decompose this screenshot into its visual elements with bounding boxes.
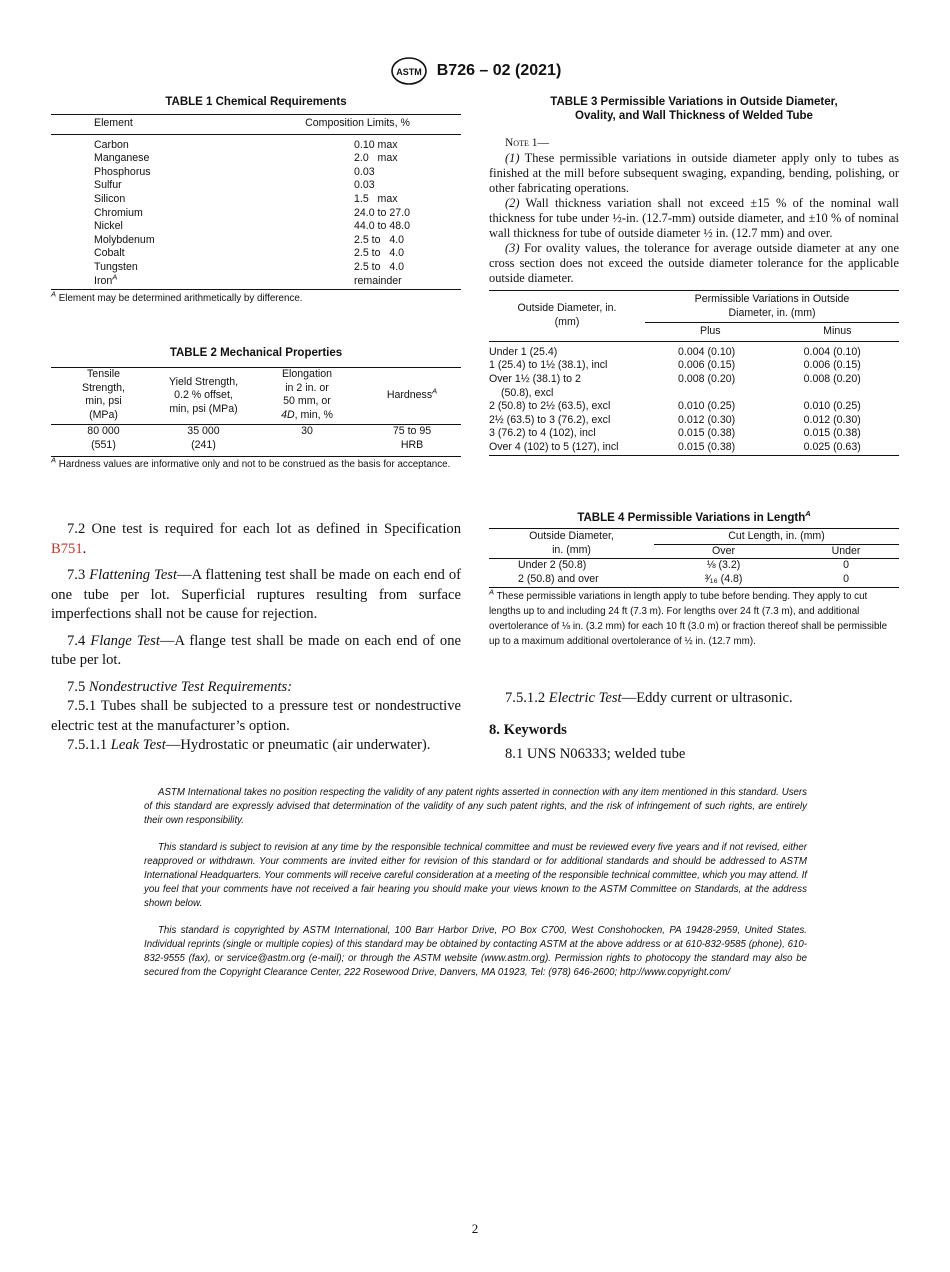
- composition-limit: 0.03: [354, 165, 375, 178]
- table-2-footnote: $^A$ Hardness values are informative only and not to be construed as the basis for acceptance.: [51, 455, 451, 470]
- table-4: [489, 511, 899, 649]
- minus-variation: 0.025 (0.63): [803, 440, 861, 453]
- section-7-5-1: 7.5.1 Tubes shall be subjected to a pressure test or nondestructive electric test at the manufacturer’s option.: [51, 698, 461, 734]
- plus-variation: 0.015 (0.38): [678, 427, 736, 440]
- minus-variation: 0.015 (0.38): [803, 427, 861, 440]
- tensile-value: 80 000 (551): [87, 425, 120, 451]
- hardness-value: 75 to 95 HRB: [392, 425, 432, 451]
- outside-diameter: 2 (50.8) to 2½ (63.5), excl: [489, 400, 611, 413]
- table-row: [51, 247, 461, 261]
- composition-limit: 2.0 max: [354, 152, 398, 165]
- table-row: [489, 414, 899, 428]
- table-row: [489, 373, 899, 400]
- outside-diameter: 2½ (63.5) to 3 (76.2), excl: [489, 413, 611, 426]
- table-1-caption: TABLE 1 Chemical Requirements: [165, 96, 347, 108]
- right-body-text: [489, 689, 899, 765]
- table-row: [51, 207, 461, 221]
- element-name: Carbon: [94, 138, 129, 151]
- table-row: [51, 134, 461, 152]
- section-7-5: 7.5 Nondestructive Test Requirements:: [67, 678, 293, 695]
- table-row: [51, 179, 461, 193]
- table-1-grid: [51, 114, 461, 290]
- element-name: Manganese: [94, 152, 150, 165]
- table-2-header-tensile: Tensile Strength, min, psi (MPa): [82, 368, 125, 421]
- table-row: [489, 441, 899, 455]
- table-row: [51, 425, 461, 456]
- table-4-header-cut: Cut Length, in. (mm): [654, 529, 899, 545]
- table-2-header-yield: Yield Strength, 0.2 % offset, min, psi (MPa): [168, 375, 239, 415]
- element-name: Silicon: [94, 192, 126, 205]
- outside-diameter: Over 1½ (38.1) to 2 (50.8), excl: [489, 372, 581, 399]
- composition-limit: 24.0 to 27.0: [354, 206, 410, 219]
- table-1: [51, 95, 461, 306]
- table-1-header-limits: Composition Limits, %: [305, 117, 410, 129]
- keywords-heading: 8. Keywords: [489, 721, 567, 738]
- section-7-2: 7.2 One test is required for each lot as defined in Specification B751.: [51, 521, 461, 557]
- minus-variation: 0.004 (0.10): [803, 345, 861, 358]
- element-name: Cobalt: [94, 247, 125, 260]
- yield-value: 35 000 (241): [187, 425, 220, 451]
- element-name: Nickel: [94, 220, 123, 233]
- minus-variation: 0.008 (0.20): [803, 372, 861, 385]
- under-tolerance: 0: [843, 572, 849, 585]
- outside-diameter: Over 4 (102) to 5 (127), incl: [489, 440, 619, 453]
- composition-limit: 2.5 to 4.0: [354, 233, 405, 246]
- left-body-text: [51, 520, 461, 756]
- table-row: [51, 234, 461, 248]
- plus-variation: 0.015 (0.38): [678, 440, 736, 453]
- elongation-value: 30: [301, 425, 313, 438]
- table-row: [489, 400, 899, 414]
- composition-limit: 2.5 to 4.0: [354, 260, 405, 273]
- plus-variation: 0.008 (0.20): [678, 372, 736, 385]
- table-3: [489, 95, 899, 456]
- table-row: [51, 152, 461, 166]
- page-number: 2: [471, 1221, 479, 1236]
- table-4-caption: TABLE 4 Permissible Variations in Length$^A$: [577, 509, 811, 524]
- section-7-5-1-1: 7.5.1.1 Leak Test—Hydrostatic or pneumatic (air underwater).: [67, 737, 431, 753]
- table-row: [51, 275, 461, 290]
- section-7-5-1-2: 7.5.1.2 Electric Test—Eddy current or ultrasonic.: [505, 690, 793, 706]
- table-2-header-hardness: Hardness$^A$: [386, 386, 438, 402]
- table-3-grid: [489, 290, 899, 456]
- b751-link[interactable]: B751: [51, 540, 83, 557]
- section-7-3: 7.3 Flattening Test—A flattening test shall be made on each end of one tube per lot. Superficial ruptures resulting from surface imperfections shall not be cause for rejection.: [51, 567, 461, 622]
- table-row: [489, 559, 899, 573]
- element-name: Iron$^A$: [94, 272, 118, 287]
- table-1-footnote: $^A$ Element may be determined arithmetically by difference.: [51, 289, 303, 305]
- table-3-header-plus: Plus: [700, 325, 721, 338]
- keywords-text: 8.1 UNS N06333; welded tube: [505, 746, 686, 762]
- composition-limit: 0.03: [354, 179, 375, 192]
- note-3: (3) For ovality values, the tolerance for average outside diameter at any one cross section does not exceed the outside diameter tolerance for the applicable outside diameter.: [489, 241, 899, 285]
- table-3-notes: [489, 136, 899, 286]
- table-1-body: [51, 134, 461, 290]
- page-header: [0, 56, 950, 86]
- composition-limit: 0.10 max: [354, 138, 398, 151]
- element-name: Sulfur: [94, 179, 122, 192]
- table-3-caption: TABLE 3 Permissible Variations in Outside Diameter, Ovality, and Wall Thickness of Welded Tube: [550, 96, 838, 122]
- table-4-header-od: Outside Diameter, in. (mm): [489, 529, 654, 559]
- over-tolerance: ³⁄₁₆ (4.8): [704, 572, 743, 585]
- composition-limit: remainder: [354, 274, 402, 287]
- section-7-4: 7.4 Flange Test—A flange test shall be made on each end of one tube per lot.: [51, 632, 462, 668]
- table-row: [51, 193, 461, 207]
- over-tolerance: ⅛ (3.2): [706, 559, 741, 572]
- note-label: Note 1—: [505, 137, 549, 149]
- plus-variation: 0.010 (0.25): [678, 400, 736, 413]
- legal-revision: This standard is subject to revision at any time by the responsible technical committee and must be reviewed every five years and if not revised, either reapproved or withdrawn. Your comments are invited either for revision of this standard or for additional standards and should be addressed to ASTM International Headquarters. Your comments will receive careful consideration at a meeting of the responsible technical committee, which you may attend. If you feel that your comments have not received a fair hearing you should make your views known to the ASTM Committee on Standards, at the address shown below.: [144, 842, 807, 909]
- element-name: Tungsten: [94, 260, 138, 273]
- legal-notice: [144, 786, 807, 980]
- under-tolerance: 0: [843, 559, 849, 572]
- plus-variation: 0.012 (0.30): [678, 413, 736, 426]
- svg-text:ASTM: ASTM: [395, 67, 422, 77]
- minus-variation: 0.012 (0.30): [803, 413, 861, 426]
- note-2: (2) Wall thickness variation shall not exceed ±15 % of the nominal wall thickness for tube under ½-in. (12.7-mm) outside diameter, and ±10 % of nominal wall thickness for tube of outside diameter ½ in. (12.7 mm) and over.: [489, 196, 899, 240]
- table-4-header-over: Over: [712, 544, 735, 557]
- table-row: [489, 427, 899, 441]
- table-4-grid: [489, 528, 899, 588]
- legal-patent: ASTM International takes no position respecting the validity of any patent rights asserted in connection with any item mentioned in this standard. Users of this standard are expressly advised that determination of the validity of any such patent rights, and the risk of infringement of such rights, are entirely their own responsibility.: [144, 787, 807, 826]
- table-4-body: [489, 559, 899, 588]
- table-1-header-element: Element: [94, 117, 133, 129]
- table-row: [489, 359, 899, 373]
- outside-diameter: Under 2 (50.8): [518, 559, 587, 572]
- table-2-caption: TABLE 2 Mechanical Properties: [169, 347, 343, 359]
- element-name: Chromium: [94, 206, 143, 219]
- table-row: [489, 573, 899, 588]
- table-3-body: [489, 341, 899, 455]
- outside-diameter: 3 (76.2) to 4 (102), incl: [489, 427, 596, 440]
- document-designation: B726 – 02 (2021): [436, 62, 562, 79]
- composition-limit: 1.5 max: [354, 192, 398, 205]
- element-name: Phosphorus: [94, 165, 151, 178]
- table-2-header-elongation: Elongation in 2 in. or 50 mm, or 4D, min, %: [281, 368, 333, 421]
- outside-diameter: Under 1 (25.4): [489, 345, 558, 358]
- legal-copyright: This standard is copyrighted by ASTM International, 100 Barr Harbor Drive, PO Box C700, West Conshohocken, PA 19428-2959, United States. Individual reprints (single or multiple copies) of this standard may be obtained by contacting ASTM at the above address or at 610-832-9585 (phone), 610-832-9555 (fax), or service@astm.org (e-mail); or through the ASTM website (www.astm.org). Permission rights to photocopy the standard may also be secured from the Copyright Clearance Center, 222 Rosewood Drive, Danvers, MA 01923, Tel: (978) 646-2600; http://www.copyright.com/: [144, 925, 807, 978]
- astm-logo: [389, 56, 429, 86]
- table-3-header-minus: Minus: [823, 325, 852, 338]
- outside-diameter: 2 (50.8) and over: [518, 572, 599, 585]
- composition-limit: 2.5 to 4.0: [354, 247, 405, 260]
- note-1: (1) These permissible variations in outside diameter apply only to tubes as finished at the mill before subsequent swaging, expanding, bending, polishing, or other fabricating operations.: [489, 151, 899, 195]
- composition-limit: 44.0 to 48.0: [354, 220, 410, 233]
- table-4-footnote: $^A$ These permissible variations in length apply to tube before bending. They apply to cut lengths up to and including 24 ft (7.3 m). For lengths over 24 ft (7.3 m), and additional overtolerance of ⅛ in. (3.2 mm) for each 10 ft (3.0 m) or fraction thereof shall be permissible up to a maximum additional overtolerance of ½ in. (12.7 mm).: [489, 588, 888, 648]
- table-3-header-perm: Permissible Variations in Outside Diameter, in. (mm): [645, 291, 899, 323]
- table-2-grid: [51, 367, 461, 457]
- table-4-header-under: Under: [831, 544, 861, 557]
- plus-variation: 0.006 (0.15): [678, 359, 736, 372]
- minus-variation: 0.006 (0.15): [803, 359, 861, 372]
- minus-variation: 0.010 (0.25): [803, 400, 861, 413]
- element-name: Molybdenum: [94, 233, 155, 246]
- table-row: [51, 166, 461, 180]
- plus-variation: 0.004 (0.10): [678, 345, 736, 358]
- table-row: [51, 220, 461, 234]
- table-row: [489, 341, 899, 359]
- table-2: [51, 346, 461, 472]
- table-3-header-od: Outside Diameter, in. (mm): [489, 291, 645, 342]
- outside-diameter: 1 (25.4) to 1½ (38.1), incl: [489, 359, 608, 372]
